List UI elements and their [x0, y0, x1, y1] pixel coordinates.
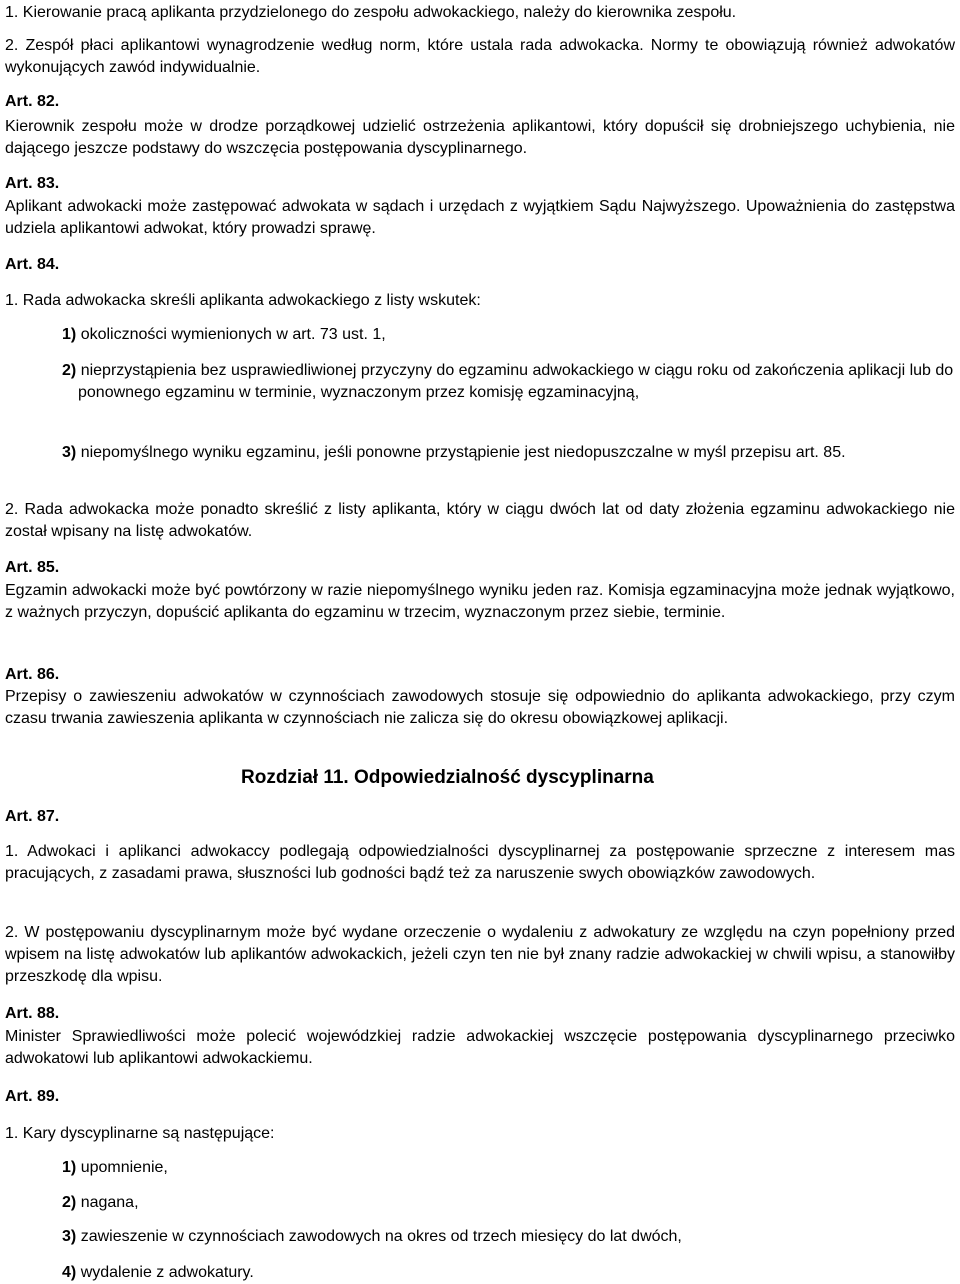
item-number: 4): [62, 1264, 77, 1281]
art-86-text: Przepisy o zawieszeniu adwokatów w czynnościach zawodowych stosuje się odpowiednio do aplikanta adwokackiego, przy czym czasu trwania zawieszenia aplikanta w czynnościach nie zalicza się do okresu obowiązkowej aplikacji.: [5, 688, 955, 727]
item-text: upomnienie,: [80, 1159, 168, 1176]
art-89-item-2: [62, 1192, 139, 1214]
item-number: 1): [62, 1159, 77, 1176]
art-87-heading: Art. 87.: [5, 808, 60, 825]
art-89-item-1: [62, 1157, 168, 1179]
art-86-heading: Art. 86.: [5, 666, 60, 683]
art-89-item-3: [62, 1226, 682, 1248]
art-87-paragraph-2: 2. W postępowaniu dyscyplinarnym może być wydane orzeczenie o wydaleniu z adwokatury ze względu na czyn popełniony przed wpisem na listę adwokatów lub aplikantów adwokackich, jeżeli czyn ten nie był znany radzie adwokackiej w chwili wpisu, a stanowiłby przeszkodę dla wpisu.: [5, 924, 955, 985]
item-text: wydalenie z adwokatury.: [80, 1264, 254, 1281]
item-text: zawieszenie w czynnościach zawodowych na okres od trzech miesięcy do lat dwóch,: [80, 1228, 682, 1245]
art-84-heading: Art. 84.: [5, 256, 60, 273]
art-88-text: Minister Sprawiedliwości może polecić wojewódzkiej radzie adwokackiej wszczęcie postępowania dyscyplinarnego przeciwko adwokatowi lub aplikantowi adwokackiemu.: [5, 1028, 955, 1067]
item-text: nagana,: [80, 1194, 139, 1211]
item-number: 2): [62, 362, 77, 379]
item-text: nieprzystąpienia bez usprawiedliwionej przyczyny do egzaminu adwokackiego w ciągu roku od zakończenia aplikacji lub do ponownego egzaminu w terminie, wyznaczonym przez komisję egzaminacyjną,: [78, 362, 954, 401]
art-89-heading: Art. 89.: [5, 1088, 60, 1105]
art-89-item-4: [62, 1262, 254, 1284]
art-82-heading: Art. 82.: [5, 93, 60, 110]
art-85-heading: Art. 85.: [5, 559, 60, 576]
art-84-paragraph-1: 1. Rada adwokacka skreśli aplikanta adwokackiego z listy wskutek:: [5, 292, 481, 309]
art-84-item-3: [62, 442, 933, 464]
art-84-item-2: [62, 360, 960, 404]
art-88-heading: Art. 88.: [5, 1005, 60, 1022]
art-84-paragraph-2: 2. Rada adwokacka może ponadto skreślić z listy aplikanta, który w ciągu dwóch lat od daty złożenia egzaminu adwokackiego nie został wpisany na listę adwokatów.: [5, 501, 955, 540]
art-87-paragraph-1: 1. Adwokaci i aplikanci adwokaccy podlegają odpowiedzialności dyscyplinarnej za postępowanie sprzeczne z interesem mas pracujących, z zasadami prawa, słuszności lub godności bądź też za naruszenie swych obowiązków zawodowych.: [5, 843, 955, 882]
art-84-item-1: [62, 324, 955, 346]
item-number: 3): [62, 444, 77, 461]
art-89-paragraph-1: 1. Kary dyscyplinarne są następujące:: [5, 1125, 275, 1142]
paragraph-1: 1. Kierowanie pracą aplikanta przydzielonego do zespołu adwokackiego, należy do kierownika zespołu.: [5, 4, 737, 21]
item-text: okoliczności wymienionych w art. 73 ust. 1,: [80, 326, 386, 343]
art-83-text: Aplikant adwokacki może zastępować adwokata w sądach i urzędach z wyjątkiem Sądu Najwyższego. Upoważnienia do zastępstwa udziela aplikantowi adwokat, który prowadzi sprawę.: [5, 198, 955, 237]
item-text: niepomyślnego wyniku egzaminu, jeśli ponowne przystąpienie jest niedopuszczalne w myśl przepisu art. 85.: [80, 444, 846, 461]
item-number: 3): [62, 1228, 77, 1245]
paragraph-2: 2. Zespół płaci aplikantowi wynagrodzenie według norm, które ustala rada adwokacka. Normy te obowiązują również adwokatów wykonujących zawód indywidualnie.: [5, 37, 955, 76]
item-number: 1): [62, 326, 77, 343]
art-83-heading: Art. 83.: [5, 175, 60, 192]
art-82-text: Kierownik zespołu może w drodze porządkowej udzielić ostrzeżenia aplikantowi, który dopuścił się drobniejszego uchybienia, nie dającego jeszcze podstawy do wszczęcia postępowania dyscyplinarnego.: [5, 118, 955, 157]
item-number: 2): [62, 1194, 77, 1211]
art-85-text: Egzamin adwokacki może być powtórzony w razie niepomyślnego wyniku jeden raz. Komisja egzaminacyjna może jednak wyjątkowo, z ważnych przyczyn, dopuścić aplikanta do egzaminu w trzecim, wyznaczonym przez siebie, terminie.: [5, 582, 955, 621]
chapter-heading: Rozdział 11. Odpowiedzialność dyscyplinarna: [241, 767, 654, 788]
